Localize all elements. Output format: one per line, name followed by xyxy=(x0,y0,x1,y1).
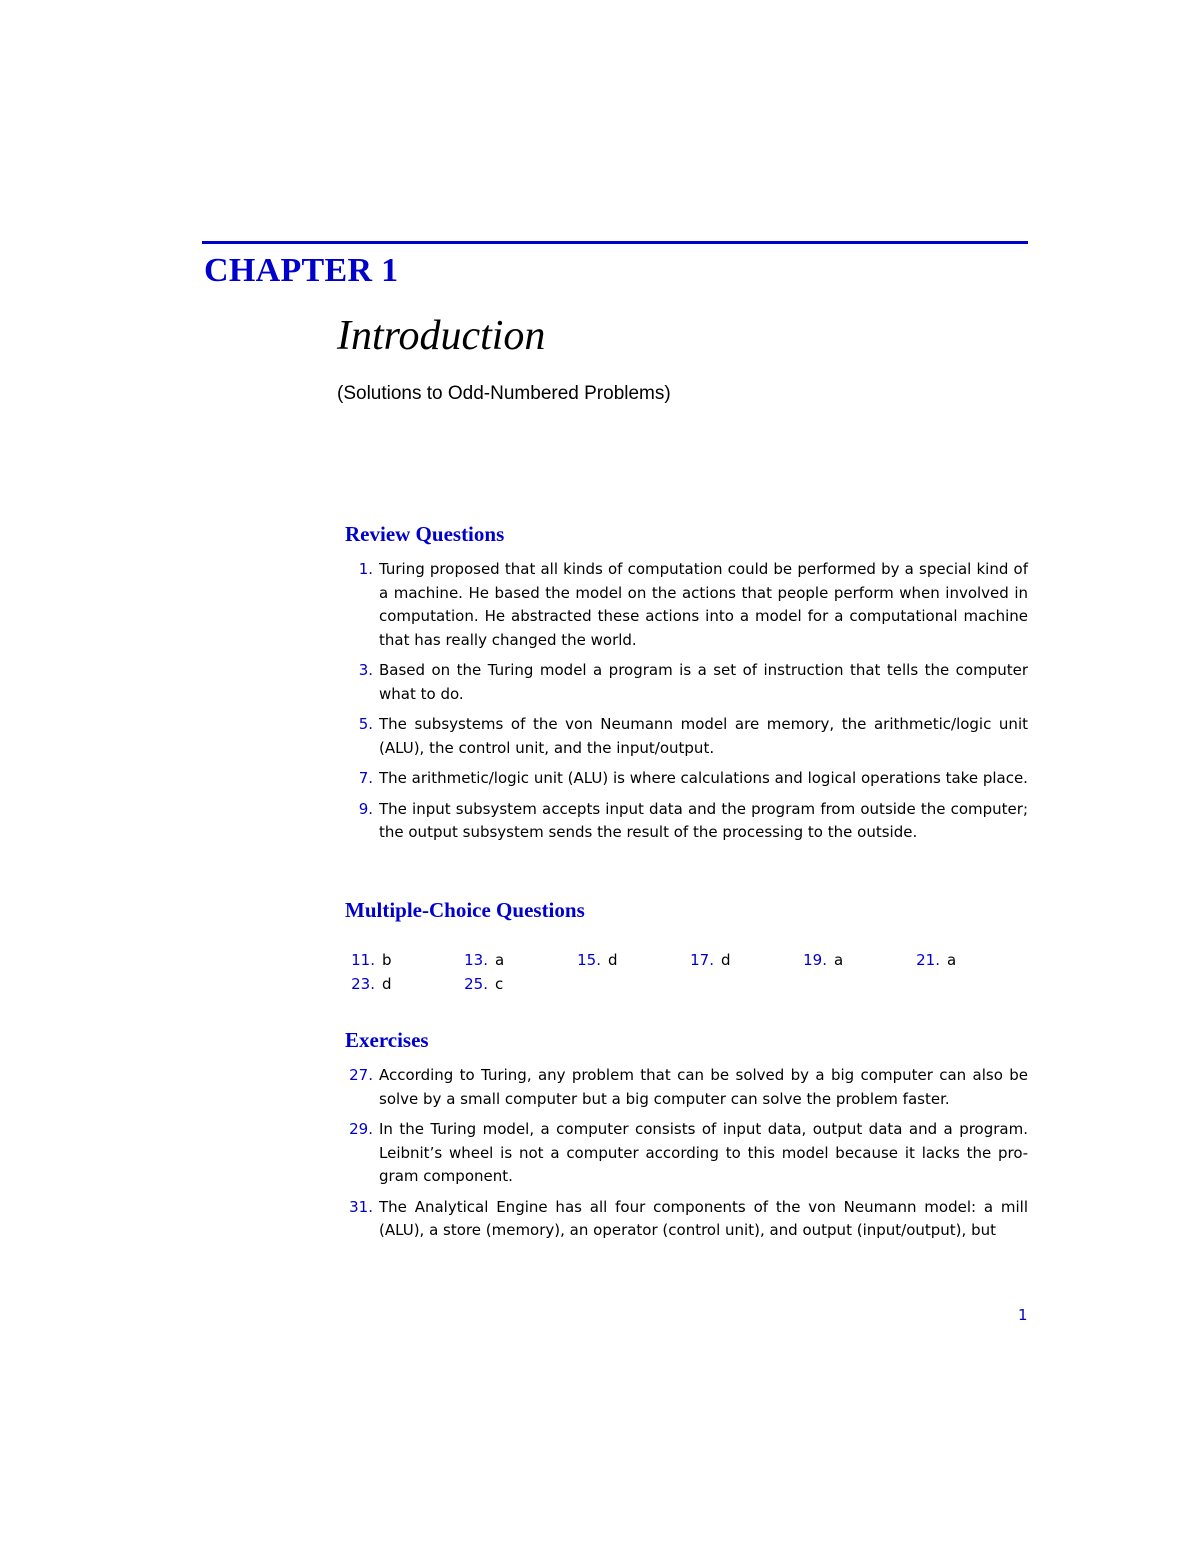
answer-text: The input subsystem accepts input data and the program from outside the computer; the output subsystem sends the result of the processing to the outside. xyxy=(379,799,1028,841)
chapter-rule xyxy=(202,241,1028,244)
mc-letter: c xyxy=(495,975,504,993)
answer-text: In the Turing model, a computer consists of input data, output data and a program. Leibnit’s wheel is not a computer according to this model because it lacks the program component. xyxy=(379,1120,1028,1185)
mc-number: 15. xyxy=(577,951,601,969)
answer-text: The arithmetic/logic unit (ALU) is where calculations and logical operations take place. xyxy=(379,769,1028,787)
review-question-item xyxy=(345,558,1028,652)
exercise-number: 31. xyxy=(349,1197,373,1216)
chapter-label: CHAPTER 1 xyxy=(204,252,399,289)
multiple-choice-heading: Multiple-Choice Questions xyxy=(345,898,585,922)
mc-answer xyxy=(910,948,956,972)
review-question-item xyxy=(345,798,1028,845)
mc-number: 13. xyxy=(464,951,488,969)
answer-text: Based on the Turing model a program is a set of instruction that tells the computer what to do. xyxy=(379,661,1028,703)
mc-answer xyxy=(571,948,618,972)
mc-answer xyxy=(345,948,392,972)
chapter-subtitle: (Solutions to Odd-Numbered Problems) xyxy=(337,383,671,404)
mc-number: 19. xyxy=(803,951,827,969)
mc-letter: a xyxy=(495,951,505,969)
exercises-list xyxy=(345,1064,1028,1250)
exercise-item xyxy=(345,1118,1028,1189)
chapter-title: Introduction xyxy=(337,313,546,359)
mc-answer xyxy=(345,972,392,996)
question-number: 1. xyxy=(358,560,373,578)
mc-number: 23. xyxy=(351,975,375,993)
review-question-item xyxy=(345,713,1028,760)
answer-text: The subsystems of the von Neumann model are memory, the arithmetic/logic unit (ALU), the control unit, and the input/output. xyxy=(379,715,1028,757)
answer-text: According to Turing, any problem that can be solved by a big computer can also be solve by a small computer but a big computer can solve the problem faster. xyxy=(379,1066,1028,1108)
exercise-number: 27. xyxy=(349,1066,373,1084)
mc-number: 17. xyxy=(690,951,714,969)
review-questions-heading: Review Questions xyxy=(345,522,505,546)
mc-letter: d xyxy=(382,975,392,993)
review-question-item xyxy=(345,767,1028,791)
question-number: 7. xyxy=(358,769,373,787)
mc-answer xyxy=(797,948,843,972)
answer-text: Turing proposed that all kinds of computation could be performed by a special kind of a machine. He based the model on the actions that people perform when involved in computation. He abstracted these actions into a model for a computational machine that has really changed the world. xyxy=(379,560,1028,649)
mc-number: 25. xyxy=(464,975,488,993)
mc-letter: d xyxy=(721,951,731,969)
exercise-item xyxy=(345,1064,1028,1111)
mc-letter: d xyxy=(608,951,618,969)
mc-number: 11. xyxy=(351,951,375,969)
question-number: 5. xyxy=(358,715,373,733)
exercise-item xyxy=(345,1196,1028,1243)
mc-letter: b xyxy=(382,951,392,969)
mc-answer xyxy=(458,972,503,996)
answer-text: The Analytical Engine has all four components of the von Neumann model: a mill (ALU), a store (memory), an operator (control unit), and output (input/output), but xyxy=(379,1197,1028,1239)
mc-answer xyxy=(684,948,731,972)
review-question-item xyxy=(345,659,1028,706)
mc-letter: a xyxy=(947,951,957,969)
mc-number: 21. xyxy=(916,951,940,969)
page-number: 1 xyxy=(1018,1306,1028,1324)
question-number: 3. xyxy=(358,661,373,679)
question-number: 9. xyxy=(358,799,373,818)
mc-letter: a xyxy=(834,951,844,969)
review-questions-list xyxy=(345,558,1028,852)
mc-answer xyxy=(458,948,504,972)
exercises-heading: Exercises xyxy=(345,1028,429,1052)
exercise-number: 29. xyxy=(349,1120,373,1138)
